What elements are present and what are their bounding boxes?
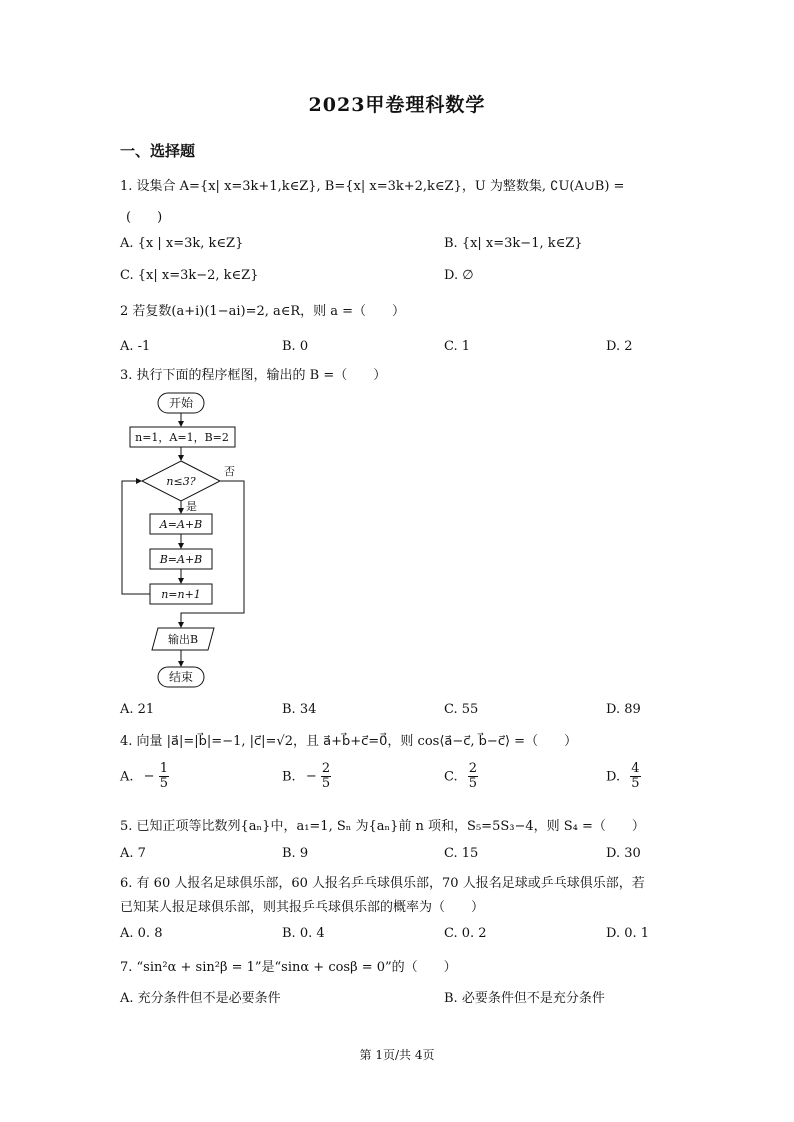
option-c-numerator: 2: [468, 761, 478, 776]
question-4-stem: 4. 向量 |a⃗|=|b⃗|=−1, |c⃗|=√2，且 a⃗+b⃗+c⃗=0⃗，则 cos⟨a⃗−c⃗, b⃗−c⃗⟩ =（ ）: [120, 734, 578, 749]
question-3-option-a: A. 21: [120, 702, 155, 717]
question-2-option-c: C. 1: [444, 339, 471, 354]
flowchart-output-label: 输出B: [167, 633, 199, 646]
flowchart-no-label: 否: [224, 465, 235, 478]
option-b-sign: −: [305, 769, 317, 785]
option-a-fraction: [159, 762, 169, 792]
question-4-option-d: [606, 762, 641, 792]
section-heading: 一、选择题: [120, 142, 196, 160]
flowchart-init-label: n=1，A=1，B=2: [135, 431, 229, 444]
question-1-option-b: B. {x| x=3k−1, k∈Z}: [444, 236, 583, 251]
option-a-denominator: 5: [159, 776, 168, 792]
question-2-option-a: A. -1: [120, 339, 151, 354]
flowchart-yes-label: 是: [186, 500, 197, 513]
option-b-label: B.: [282, 769, 296, 785]
flowchart-start-label: 开始: [168, 396, 194, 410]
flowchart-condition-label: n≤3?: [166, 475, 196, 488]
question-3-option-d: D. 89: [606, 702, 641, 717]
option-d-fraction: [630, 762, 640, 792]
question-6-option-c: C. 0. 2: [444, 926, 487, 941]
question-5-option-a: A. 7: [120, 846, 146, 861]
question-3-stem: 3. 执行下面的程序框图，输出的 B =（ ）: [120, 368, 387, 383]
option-b-denominator: 5: [321, 776, 331, 792]
option-c-fraction: [468, 762, 478, 792]
question-6-option-b: B. 0. 4: [282, 926, 325, 941]
flowchart-end-label: 结束: [168, 670, 194, 684]
flowchart-step-a-label: A=A+B: [159, 518, 203, 531]
flowchart-step-n-label: n=n+1: [161, 588, 201, 601]
question-7-option-b: B. 必要条件但不是充分条件: [444, 991, 605, 1006]
question-5-option-b: B. 9: [282, 846, 309, 861]
question-2-stem: 2 若复数(a+i)(1−ai)=2, a∈R，则 a =（ ）: [120, 304, 406, 319]
question-3-option-c: C. 55: [444, 702, 479, 717]
option-d-numerator: 4: [631, 761, 640, 776]
question-6-stem-line-1: 6. 有 60 人报名足球俱乐部，60 人报名乒乓球俱乐部，70 人报名足球或乒乓球俱乐部，若: [120, 876, 645, 891]
option-d-denominator: 5: [631, 776, 640, 792]
question-2-option-d: D. 2: [606, 339, 633, 354]
option-b-fraction: [321, 762, 331, 792]
question-1-option-d: D. ∅: [444, 268, 474, 283]
question-6-option-d: D. 0. 1: [606, 926, 650, 941]
option-c-label: C.: [444, 769, 458, 785]
question-4-option-c: [444, 762, 478, 792]
option-a-numerator: 1: [159, 761, 168, 776]
question-7-option-a: A. 充分条件但不是必要条件: [120, 991, 281, 1006]
flowchart: [110, 385, 270, 700]
option-d-label: D.: [606, 769, 621, 785]
option-a-label: A.: [120, 769, 134, 785]
question-3-option-b: B. 34: [282, 702, 317, 717]
question-5-stem: 5. 已知正项等比数列{aₙ}中，a₁=1, Sₙ 为{aₙ}前 n 项和，S₅=5S₃−4，则 S₄ =（ ）: [120, 819, 645, 834]
page-title: 2023甲卷理科数学: [308, 94, 486, 116]
question-6-stem-line-2: 已知某人报足球俱乐部，则其报乒乓球俱乐部的概率为（ ）: [120, 900, 485, 915]
page-footer: 第 1页/共 4页: [359, 1048, 435, 1062]
flowchart-step-b-label: B=A+B: [159, 553, 203, 566]
question-2-option-b: B. 0: [282, 339, 309, 354]
question-1-paren: ( ): [126, 210, 163, 225]
question-4-option-a: [120, 762, 169, 792]
question-5-option-d: D. 30: [606, 846, 641, 861]
option-a-sign: −: [143, 769, 155, 785]
question-1-option-c: C. {x| x=3k−2, k∈Z}: [120, 268, 259, 283]
option-b-numerator: 2: [321, 761, 331, 776]
question-5-option-c: C. 15: [444, 846, 479, 861]
question-4-option-b: [282, 762, 331, 792]
option-c-denominator: 5: [468, 776, 478, 792]
question-6-option-a: A. 0. 8: [120, 926, 163, 941]
question-7-stem: 7. “sin²α + sin²β = 1”是“sinα + cosβ = 0”的（ ）: [120, 960, 457, 975]
question-1-stem: 1. 设集合 A={x| x=3k+1,k∈Z}, B={x| x=3k+2,k∈Z}，U 为整数集, ∁U(A∪B) =: [120, 179, 625, 194]
question-1-option-a: A. {x | x=3k, k∈Z}: [120, 236, 244, 251]
